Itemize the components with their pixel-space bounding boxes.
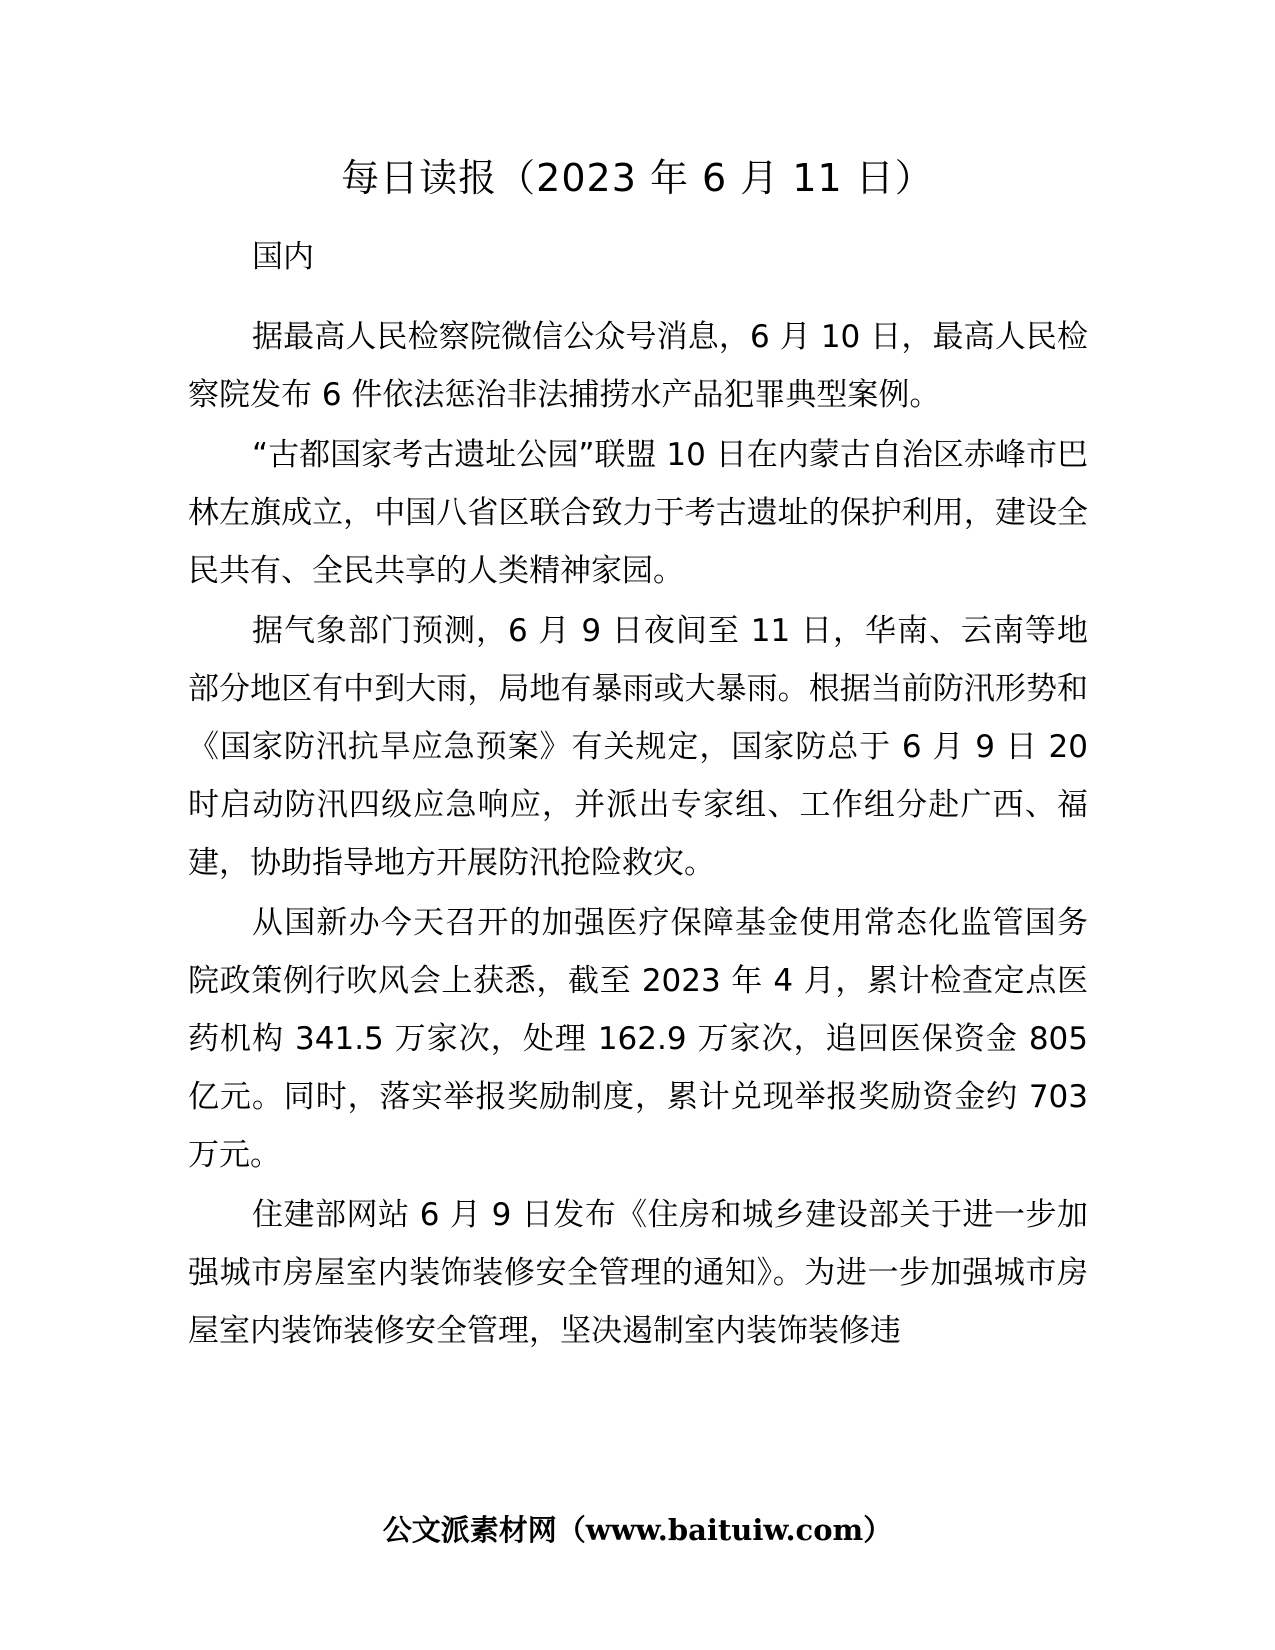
document-body	[188, 228, 1088, 1362]
paragraph-procuratorate: 据最高人民检察院微信公众号消息，6 月 10 日，最高人民检察院发布 6 件依法惩治非法捕捞水产品犯罪典型案例。	[188, 319, 1088, 413]
paragraph-flood-control: 据气象部门预测，6 月 9 日夜间至 11 日，华南、云南等地部分地区有中到大雨，局地有暴雨或大暴雨。根据当前防汛形势和《国家防汛抗旱应急预案》有关规定，国家防总于 6 月 9 日 20 时启动防汛四级应急响应，并派出专家组、工作组分赴广西、福建，协助指导地方开展防汛抢险救灾。	[188, 613, 1088, 881]
footer-source: 公文派素材网（www.baituiw.com）	[382, 1513, 893, 1547]
document-title: 每日读报（2023 年 6 月 11 日）	[341, 156, 934, 200]
paragraph-medical-insurance: 从国新办今天召开的加强医疗保障基金使用常态化监管国务院政策例行吹风会上获悉，截至 2023 年 4 月，累计检查定点医药机构 341.5 万家次，处理 162.9 万家次，追回医保资金 805 亿元。同时，落实举报奖励制度，累计兑现举报奖励资金约 703 万元。	[188, 905, 1088, 1173]
paragraph-housing-decoration: 住建部网站 6 月 9 日发布《住房和城乡建设部关于进一步加强城市房屋室内装饰装修安全管理的通知》。为进一步加强城市房屋室内装饰装修安全管理，坚决遏制室内装饰装修违	[188, 1197, 1088, 1349]
section-heading: 国内	[252, 239, 314, 275]
paragraph-archaeology-alliance: “古都国家考古遗址公园”联盟 10 日在内蒙古自治区赤峰市巴林左旗成立，中国八省区联合致力于考古遗址的保护利用，建设全民共有、全民共享的人类精神家园。	[188, 437, 1088, 589]
